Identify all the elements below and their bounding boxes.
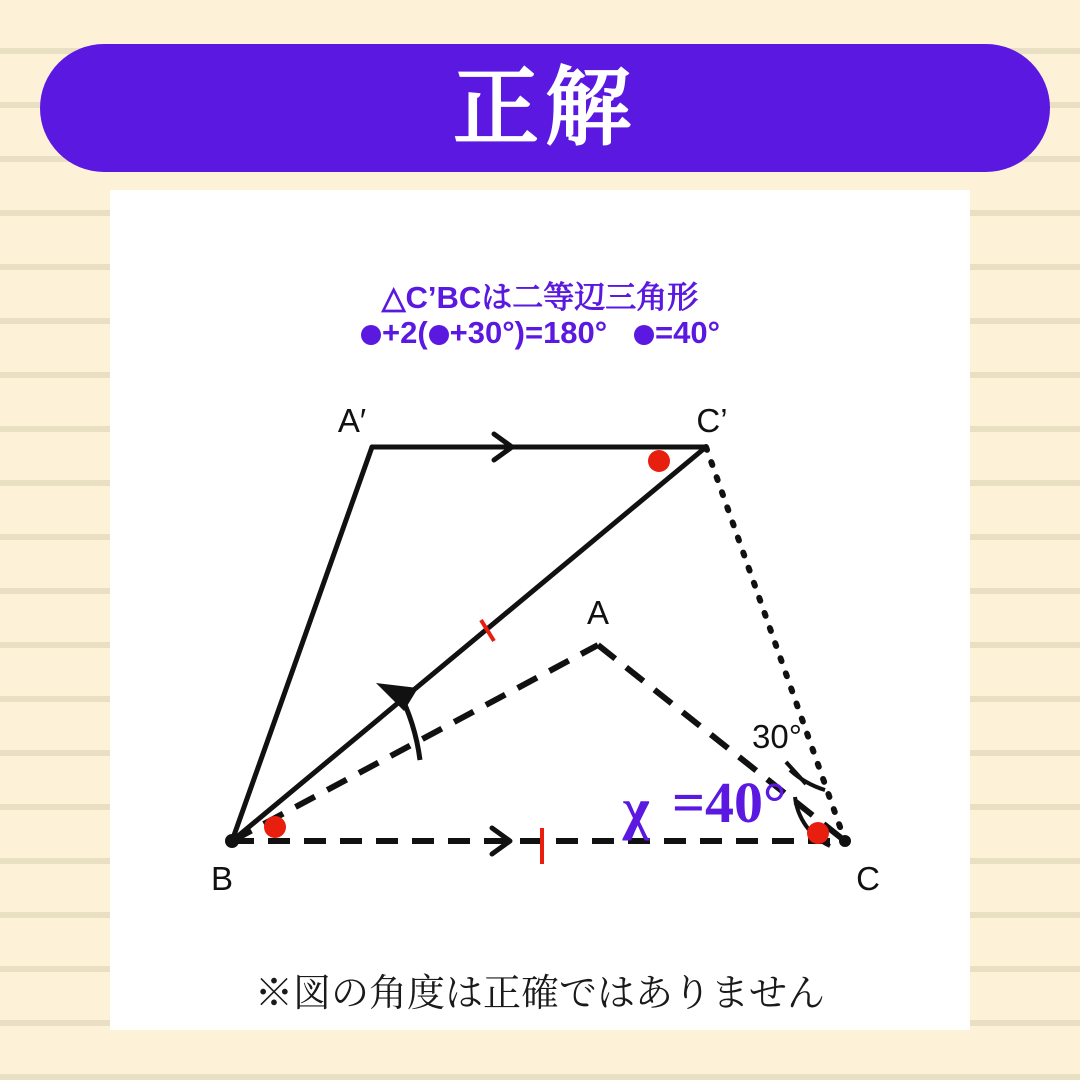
equation-part-1: +2(: [381, 315, 428, 350]
parallel-arrow-marks: [492, 434, 512, 854]
figure-footnote: ※図の角度は正確ではありません: [254, 973, 825, 1015]
page-title: 正解: [453, 60, 637, 156]
x-value-label: =40°: [672, 770, 787, 835]
label-b: B: [210, 860, 234, 897]
label-c: C: [856, 860, 880, 897]
x-symbol-label: χ: [622, 776, 650, 841]
label-c-prime: C’: [696, 402, 728, 439]
equation-part-2: +30°)=180°: [449, 315, 608, 350]
label-a: A: [586, 594, 610, 631]
note-isosceles-statement: △C’BCは二等辺三角形: [381, 280, 699, 315]
label-a-prime: A′: [337, 402, 367, 439]
label-angle-30: 30°: [752, 718, 802, 755]
rotation-arc-arrow: [376, 683, 420, 760]
equation-part-3: =40°: [655, 315, 721, 350]
